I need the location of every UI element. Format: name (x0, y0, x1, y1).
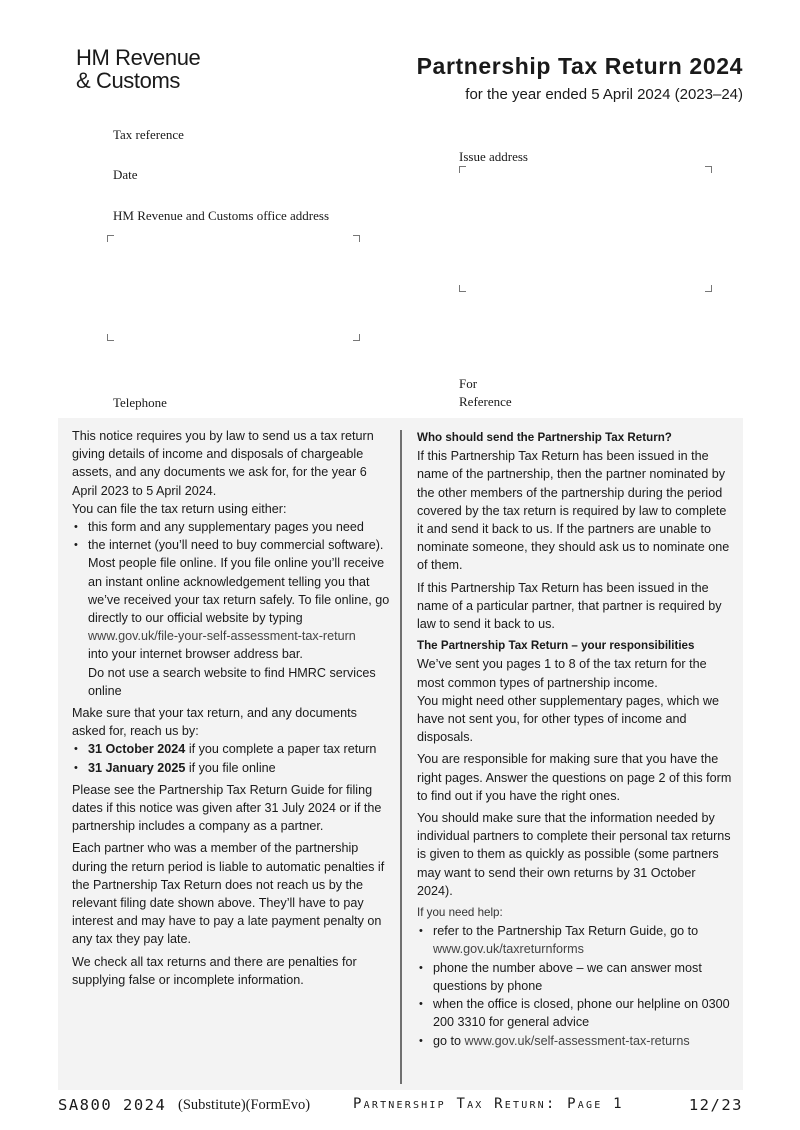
date-label: Date (113, 167, 138, 182)
left-column (72, 427, 392, 993)
file-online-link[interactable]: www.gov.uk/file-your-self-assessment-tax-return (88, 629, 356, 644)
resp-paragraph-4: You should make sure that the information needed by individual partners to complete their personal tax returns is given to them as quickly as possible (some partners may want to send their own returns by 31 October 2024). (417, 811, 731, 898)
page-label: Partnership Tax Return: Page 1 (353, 1096, 624, 1112)
option-paper-text: this form and any supplementary pages you need (88, 520, 364, 535)
for-reference-label-2: Reference (459, 394, 512, 409)
who-paragraph-2: If this Partnership Tax Return has been issued in the name of a particular partner, that partner is required by law to send it back to us. (417, 580, 722, 632)
list-item (72, 518, 392, 536)
help-closed-text: when the office is closed, phone our helpline on 0300 200 3310 for general advice (433, 997, 730, 1030)
for-reference-label-1: For (459, 376, 478, 391)
list-item (72, 536, 392, 700)
list-item (417, 995, 733, 1031)
option-internet-after-text: into your internet browser address bar. (88, 647, 303, 662)
corner-mark (353, 334, 360, 341)
form-code: SA800 2024 (58, 1096, 167, 1114)
corner-mark (459, 285, 466, 292)
deadline-online-text: if you file online (188, 760, 276, 775)
right-column (417, 429, 733, 1054)
corner-mark (107, 334, 114, 341)
resp-paragraph-3: You are responsible for making sure that you have the right pages. Answer the questions on page 2 of this form to find out if you have the right ones. (417, 752, 732, 803)
list-item (417, 959, 733, 995)
corner-mark (705, 166, 712, 173)
filing-options-list (72, 518, 392, 700)
column-divider (400, 430, 402, 1084)
option-internet-search-text: Do not use a search website to find HMRC services online (88, 665, 376, 698)
intro-text: This notice requires you by law to send us a tax return giving details of income and disposals of chargeable assets, and any documents we ask for, for the year 6 April 2023 to 5 April 2024. (72, 429, 374, 498)
responsibilities-heading: The Partnership Tax Return – your responsibilities (417, 639, 695, 653)
deadlines-list (72, 740, 392, 776)
help-guide-text: refer to the Partnership Tax Return Guide, go to (433, 924, 699, 939)
who-heading: Who should send the Partnership Tax Return? (417, 431, 672, 444)
page-number: 12/23 (688, 1096, 743, 1114)
deadline-paper-date: 31 October 2024 (88, 742, 186, 757)
corner-mark (107, 235, 114, 242)
help-list (417, 922, 733, 1049)
hmrc-logo (76, 46, 200, 92)
help-heading: If you need help: (417, 906, 503, 920)
page-title: Partnership Tax Return 2024 (416, 53, 743, 79)
check-text: We check all tax returns and there are penalties for supplying false or incomplete information. (72, 954, 357, 987)
file-using-text: You can file the tax return using either: (72, 501, 287, 516)
page-footer (58, 1096, 743, 1116)
substitute-label: (Substitute)(FormEvo) (178, 1097, 311, 1113)
page-subtitle: for the year ended 5 April 2024 (2023–24) (465, 86, 743, 103)
resp-paragraph-1: We’ve sent you pages 1 to 8 of the tax return for the most common types of partnership income. (417, 657, 707, 690)
make-sure-text: Make sure that your tax return, and any documents asked for, reach us by: (72, 706, 357, 739)
resp-paragraph-2: You might need other supplementary pages, which we have not sent you, for other types of income and disposals. (417, 693, 719, 745)
taxreturnforms-link[interactable]: www.gov.uk/taxreturnforms (433, 942, 584, 957)
office-address-label: HM Revenue and Customs office address (113, 208, 330, 223)
logo-line-2: & Customs (76, 68, 180, 93)
list-item (72, 740, 392, 758)
self-assessment-link[interactable]: www.gov.uk/self-assessment-tax-returns (464, 1033, 690, 1048)
corner-mark (353, 235, 360, 242)
telephone-label: Telephone (113, 395, 167, 410)
tax-reference-label: Tax reference (113, 127, 184, 142)
list-item (417, 922, 733, 958)
guide-note-text: Please see the Partnership Tax Return Guide for filing dates if this notice was given after 31 July 2024 or if the partnership includes a company as a partner. (72, 782, 382, 834)
list-item (417, 1032, 733, 1050)
logo-line-1: HM Revenue (76, 45, 201, 70)
help-phone-text: phone the number above – we can answer most questions by phone (433, 960, 702, 993)
deadline-paper-text: if you complete a paper tax return (188, 742, 377, 757)
help-goto-text: go to (433, 1033, 462, 1048)
corner-mark (459, 166, 466, 173)
issue-address-label: Issue address (459, 149, 528, 164)
penalties-text: Each partner who was a member of the partnership during the return period is liable to automatic penalties if the Partnership Tax Return does not reach us by the relevant filing date shown above. They’ll have to pay interest and may have to pay a late payment penalty on any tax they pay late. (72, 841, 385, 947)
deadline-online-date: 31 January 2025 (88, 760, 186, 775)
list-item (72, 759, 392, 777)
corner-mark (705, 285, 712, 292)
who-paragraph-1: If this Partnership Tax Return has been issued in the name of the partnership, then the partner nominated by the other members of the partnership during the period covered by the tax return is required by law to complete it and send it back to us. If the partners are unable to nominate someone, they should ask us to nominate one of them. (417, 449, 730, 573)
option-internet-text: the internet (you’ll need to buy commercial software). Most people file online. If you file online you’ll receive an instant online acknowledgement telling you that we’ve received your tax return safely. To file online, go directly to our official website by typing (88, 538, 390, 626)
